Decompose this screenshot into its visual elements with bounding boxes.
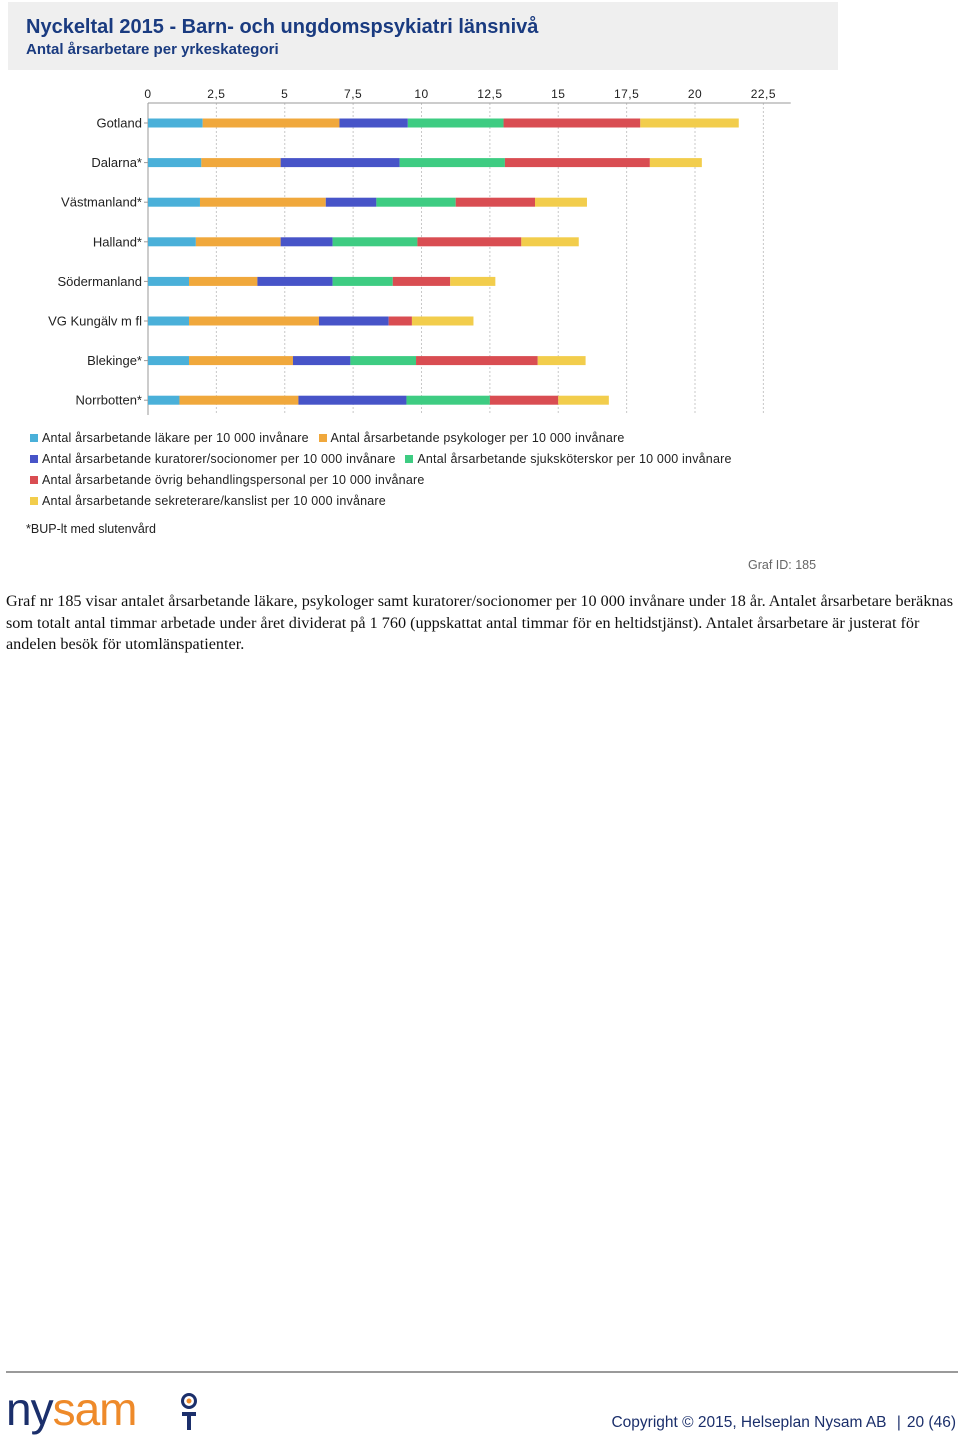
category-label: Gotland [96, 115, 142, 131]
x-tick-label: 7,5 [344, 87, 363, 101]
bar-segment [148, 119, 203, 128]
bar-segment [148, 198, 200, 207]
legend-label: Antal årsarbetande sekreterare/kanslist per 10 000 invånare [42, 494, 386, 508]
bar-segment [505, 158, 650, 167]
legend-label: Antal årsarbetande kuratorer/socionomer per 10 000 invånare [42, 452, 396, 466]
stacked-bar-chart [0, 75, 840, 420]
category-label: VG Kungälv m fl [48, 313, 142, 329]
footer-divider [6, 1371, 958, 1373]
x-tick-label: 12,5 [477, 87, 503, 101]
legend-label: Antal årsarbetande psykologer per 10 000 invånare [330, 431, 625, 445]
bar-segment [196, 237, 281, 246]
legend-swatch [319, 434, 327, 442]
bar-segment [393, 277, 450, 286]
page-separator: | [896, 1414, 901, 1431]
chart-legend [30, 428, 830, 512]
logo-figure-icon [174, 1392, 204, 1432]
legend-swatch [30, 434, 38, 442]
legend-swatch [30, 455, 38, 463]
x-tick-label: 2,5 [207, 87, 226, 101]
bar-segment [504, 119, 641, 128]
bar-segment [417, 237, 521, 246]
graph-id: Graf ID: 185 [748, 558, 817, 572]
x-tick-label: 10 [414, 87, 429, 101]
bar-segment [281, 158, 400, 167]
legend-label: Antal årsarbetande läkare per 10 000 invånare [42, 431, 309, 445]
category-label: Dalarna* [91, 155, 142, 171]
bar-segment [281, 237, 333, 246]
bar-segment [416, 356, 538, 365]
legend-swatch [30, 497, 38, 505]
bar-segment [521, 237, 578, 246]
bar-segment [200, 198, 326, 207]
bar-segment [412, 317, 474, 326]
page-number: 20 (46) [906, 1414, 956, 1431]
bar-segment [640, 119, 738, 128]
legend-item-sjukskoterskor [405, 449, 731, 470]
bar-segment [558, 396, 609, 405]
bar-segment [389, 317, 412, 326]
bar-segment [148, 237, 196, 246]
bar-segment [179, 396, 298, 405]
legend-swatch [405, 455, 413, 463]
bar-segment [148, 396, 179, 405]
bar-segment [319, 317, 389, 326]
bar-segment [148, 277, 189, 286]
x-tick-label: 20 [687, 87, 703, 101]
x-tick-label: 17,5 [613, 87, 640, 101]
legend-item-ovrig [30, 470, 425, 491]
logo-text-ny: ny [6, 1383, 53, 1435]
bar-segment [148, 317, 189, 326]
legend-item-sekreterare [30, 491, 386, 512]
x-tick-label: 0 [144, 87, 152, 101]
bar-segment [376, 198, 455, 207]
bar-segment [339, 119, 407, 128]
category-label: Norrbotten* [75, 392, 142, 408]
chart-title: Nyckeltal 2015 - Barn- och ungdomspsykiatri länsnivå [26, 16, 539, 38]
category-label: Västmanland* [61, 194, 142, 210]
bar-segment [650, 158, 702, 167]
copyright-text: Copyright © 2015, Helseplan Nysam AB [611, 1414, 887, 1431]
legend-item-lakare [30, 428, 309, 449]
bar-segment [400, 158, 505, 167]
bar-segment [201, 158, 280, 167]
nysam-logo [6, 1384, 137, 1434]
footnote: *BUP-lt med slutenvård [26, 522, 156, 536]
x-tick-label: 22,5 [750, 87, 777, 101]
legend-label: Antal årsarbetande sjuksköterskor per 10 000 invånare [417, 452, 732, 466]
bar-segment [490, 396, 558, 405]
legend-item-psykologer [319, 428, 625, 449]
bar-segment [538, 356, 586, 365]
bar-segment [257, 277, 332, 286]
x-tick-label: 15 [551, 87, 566, 101]
bar-segment [456, 198, 535, 207]
bar-segment [326, 198, 377, 207]
bar-segment [148, 158, 201, 167]
legend-swatch [30, 476, 38, 484]
figure-caption: Graf nr 185 visar antalet årsarbetande läkare, psykologer samt kuratorer/socionomer per 10 000 invånare under 18 år. Antalet årsarbetare beräknas som totalt antal timmar arbetade under året dividerat på 1 760 (uppskattat antal timmar för en heltidstjänst). Antalet årsarbetare är justerat för andelen besök för utomlänspatienter. [6, 592, 954, 653]
chart-subtitle: Antal årsarbetare per yrkeskategori [26, 41, 279, 58]
bar-segment [406, 396, 489, 405]
legend-label: Antal årsarbetande övrig behandlingspersonal per 10 000 invånare [42, 473, 425, 487]
copyright-footer [611, 1414, 956, 1432]
bar-segment [203, 119, 340, 128]
bar-segment [189, 277, 257, 286]
bar-segment [293, 356, 350, 365]
bar-segment [189, 356, 293, 365]
bar-segment [535, 198, 587, 207]
bar-segment [189, 317, 319, 326]
bar-segment [298, 396, 406, 405]
bar-segment [408, 119, 504, 128]
logo-text-sam: sam [52, 1383, 137, 1435]
bar-segment [450, 277, 495, 286]
category-label: Blekinge* [87, 353, 142, 369]
legend-item-kuratorer [30, 449, 396, 470]
bar-segment [148, 356, 189, 365]
x-tick-label: 5 [281, 87, 289, 101]
category-label: Halland* [92, 234, 142, 250]
bar-segment [350, 356, 416, 365]
category-label: Södermanland [57, 273, 142, 289]
bar-segment [333, 277, 393, 286]
bar-segment [333, 237, 418, 246]
